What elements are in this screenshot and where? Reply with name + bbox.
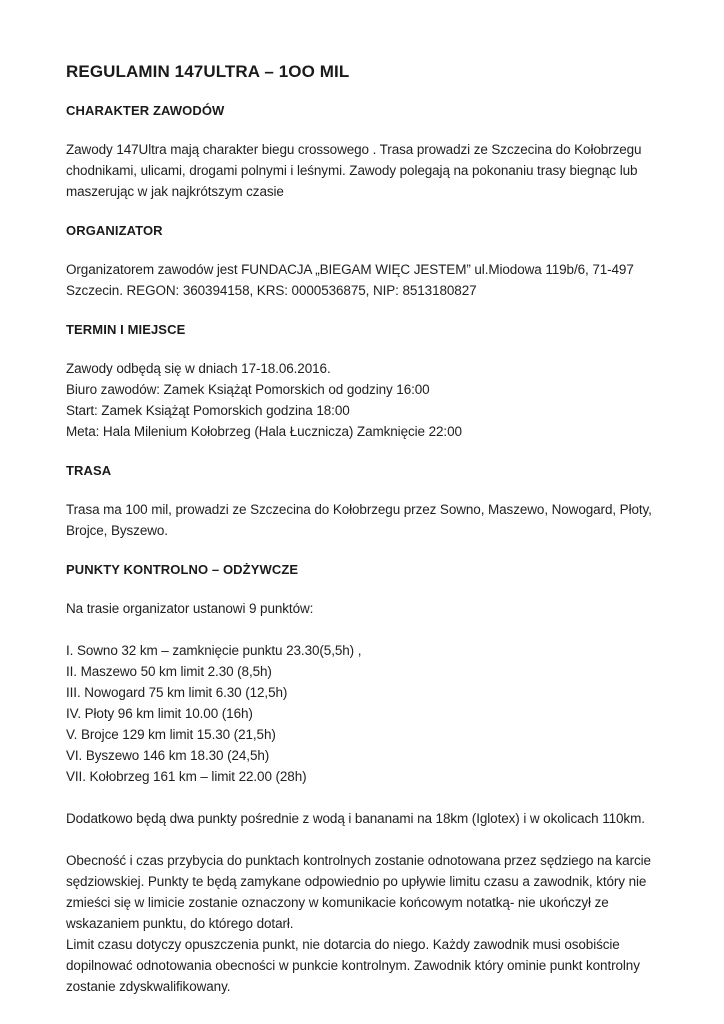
text-line: I. Sowno 32 km – zamknięcie punktu 23.30(5,5h) , — [66, 643, 362, 658]
section — [66, 322, 662, 442]
document-body — [66, 103, 662, 997]
paragraph — [66, 259, 662, 301]
section — [66, 223, 662, 301]
section-heading: TERMIN I MIEJSCE — [66, 322, 186, 337]
section-heading: PUNKTY KONTROLNO – ODŻYWCZE — [66, 562, 299, 577]
paragraph — [66, 499, 662, 541]
paragraph — [66, 598, 662, 619]
text-line: V. Brojce 129 km limit 15.30 (21,5h) — [66, 727, 276, 742]
text-line: Dodatkowo będą dwa punkty pośrednie z wodą i bananami na 18km (Iglotex) i w okolicach 110km. — [66, 811, 645, 826]
section-heading: TRASA — [66, 463, 112, 478]
text-line: Organizatorem zawodów jest FUNDACJA „BIEGAM WIĘC JESTEM” ul.Miodowa 119b/6, 71-497 Szczecin. REGON: 360394158, KRS: 0000536875, NIP: 8513180827 — [66, 262, 634, 298]
text-line: Trasa ma 100 mil, prowadzi ze Szczecina do Kołobrzegu przez Sowno, Maszewo, Nowogard, Płoty, Brojce, Byszewo. — [66, 502, 652, 538]
text-line: Start: Zamek Książąt Pomorskich godzina 18:00 — [66, 403, 350, 418]
section — [66, 103, 662, 202]
paragraph — [66, 640, 662, 787]
text-line: Zawody odbędą się w dniach 17-18.06.2016. — [66, 361, 331, 376]
text-line: Meta: Hala Milenium Kołobrzeg (Hala Łucznicza) Zamknięcie 22:00 — [66, 424, 462, 439]
text-line: IV. Płoty 96 km limit 10.00 (16h) — [66, 706, 253, 721]
section — [66, 562, 662, 997]
paragraph — [66, 808, 662, 829]
text-line: Obecność i czas przybycia do punktach kontrolnych zostanie odnotowana przez sędziego na karcie sędziowskiej. Punkty te będą zamykane odpowiednio po upływie limitu czasu a zawodnik, który nie zmieści się w limicie zostanie oznaczony w komunikacie końcowym notatką- nie ukończył ze wskazaniem punktu, do którego dotarł. — [66, 853, 651, 931]
paragraph — [66, 139, 662, 202]
text-line: VI. Byszewo 146 km 18.30 (24,5h) — [66, 748, 270, 763]
text-line: VII. Kołobrzeg 161 km – limit 22.00 (28h) — [66, 769, 307, 784]
text-line: Na trasie organizator ustanowi 9 punktów: — [66, 601, 314, 616]
section-heading: CHARAKTER ZAWODÓW — [66, 103, 225, 118]
paragraph — [66, 358, 662, 442]
text-line: Limit czasu dotyczy opuszczenia punkt, nie dotarcia do niego. Każdy zawodnik musi osobiście dopilnować odnotowania obecności w punkcie kontrolnym. Zawodnik który ominie punkt kontrolny zostanie zdyskwalifikowany. — [66, 937, 640, 994]
text-line: III. Nowogard 75 km limit 6.30 (12,5h) — [66, 685, 288, 700]
text-line: Zawody 147Ultra mają charakter biegu crossowego . Trasa prowadzi ze Szczecina do Kołobrzegu chodnikami, ulicami, drogami polnymi i leśnymi. Zawody polegają na pokonaniu trasy biegnąc lub maszerując w jak najkrótszym czasie — [66, 142, 642, 199]
section-heading: ORGANIZATOR — [66, 223, 163, 238]
paragraph — [66, 850, 662, 997]
document-title: REGULAMIN 147ULTRA – 1OO MIL — [66, 62, 350, 81]
section — [66, 463, 662, 541]
text-line: II. Maszewo 50 km limit 2.30 (8,5h) — [66, 664, 272, 679]
text-line: Biuro zawodów: Zamek Książąt Pomorskich od godziny 16:00 — [66, 382, 430, 397]
